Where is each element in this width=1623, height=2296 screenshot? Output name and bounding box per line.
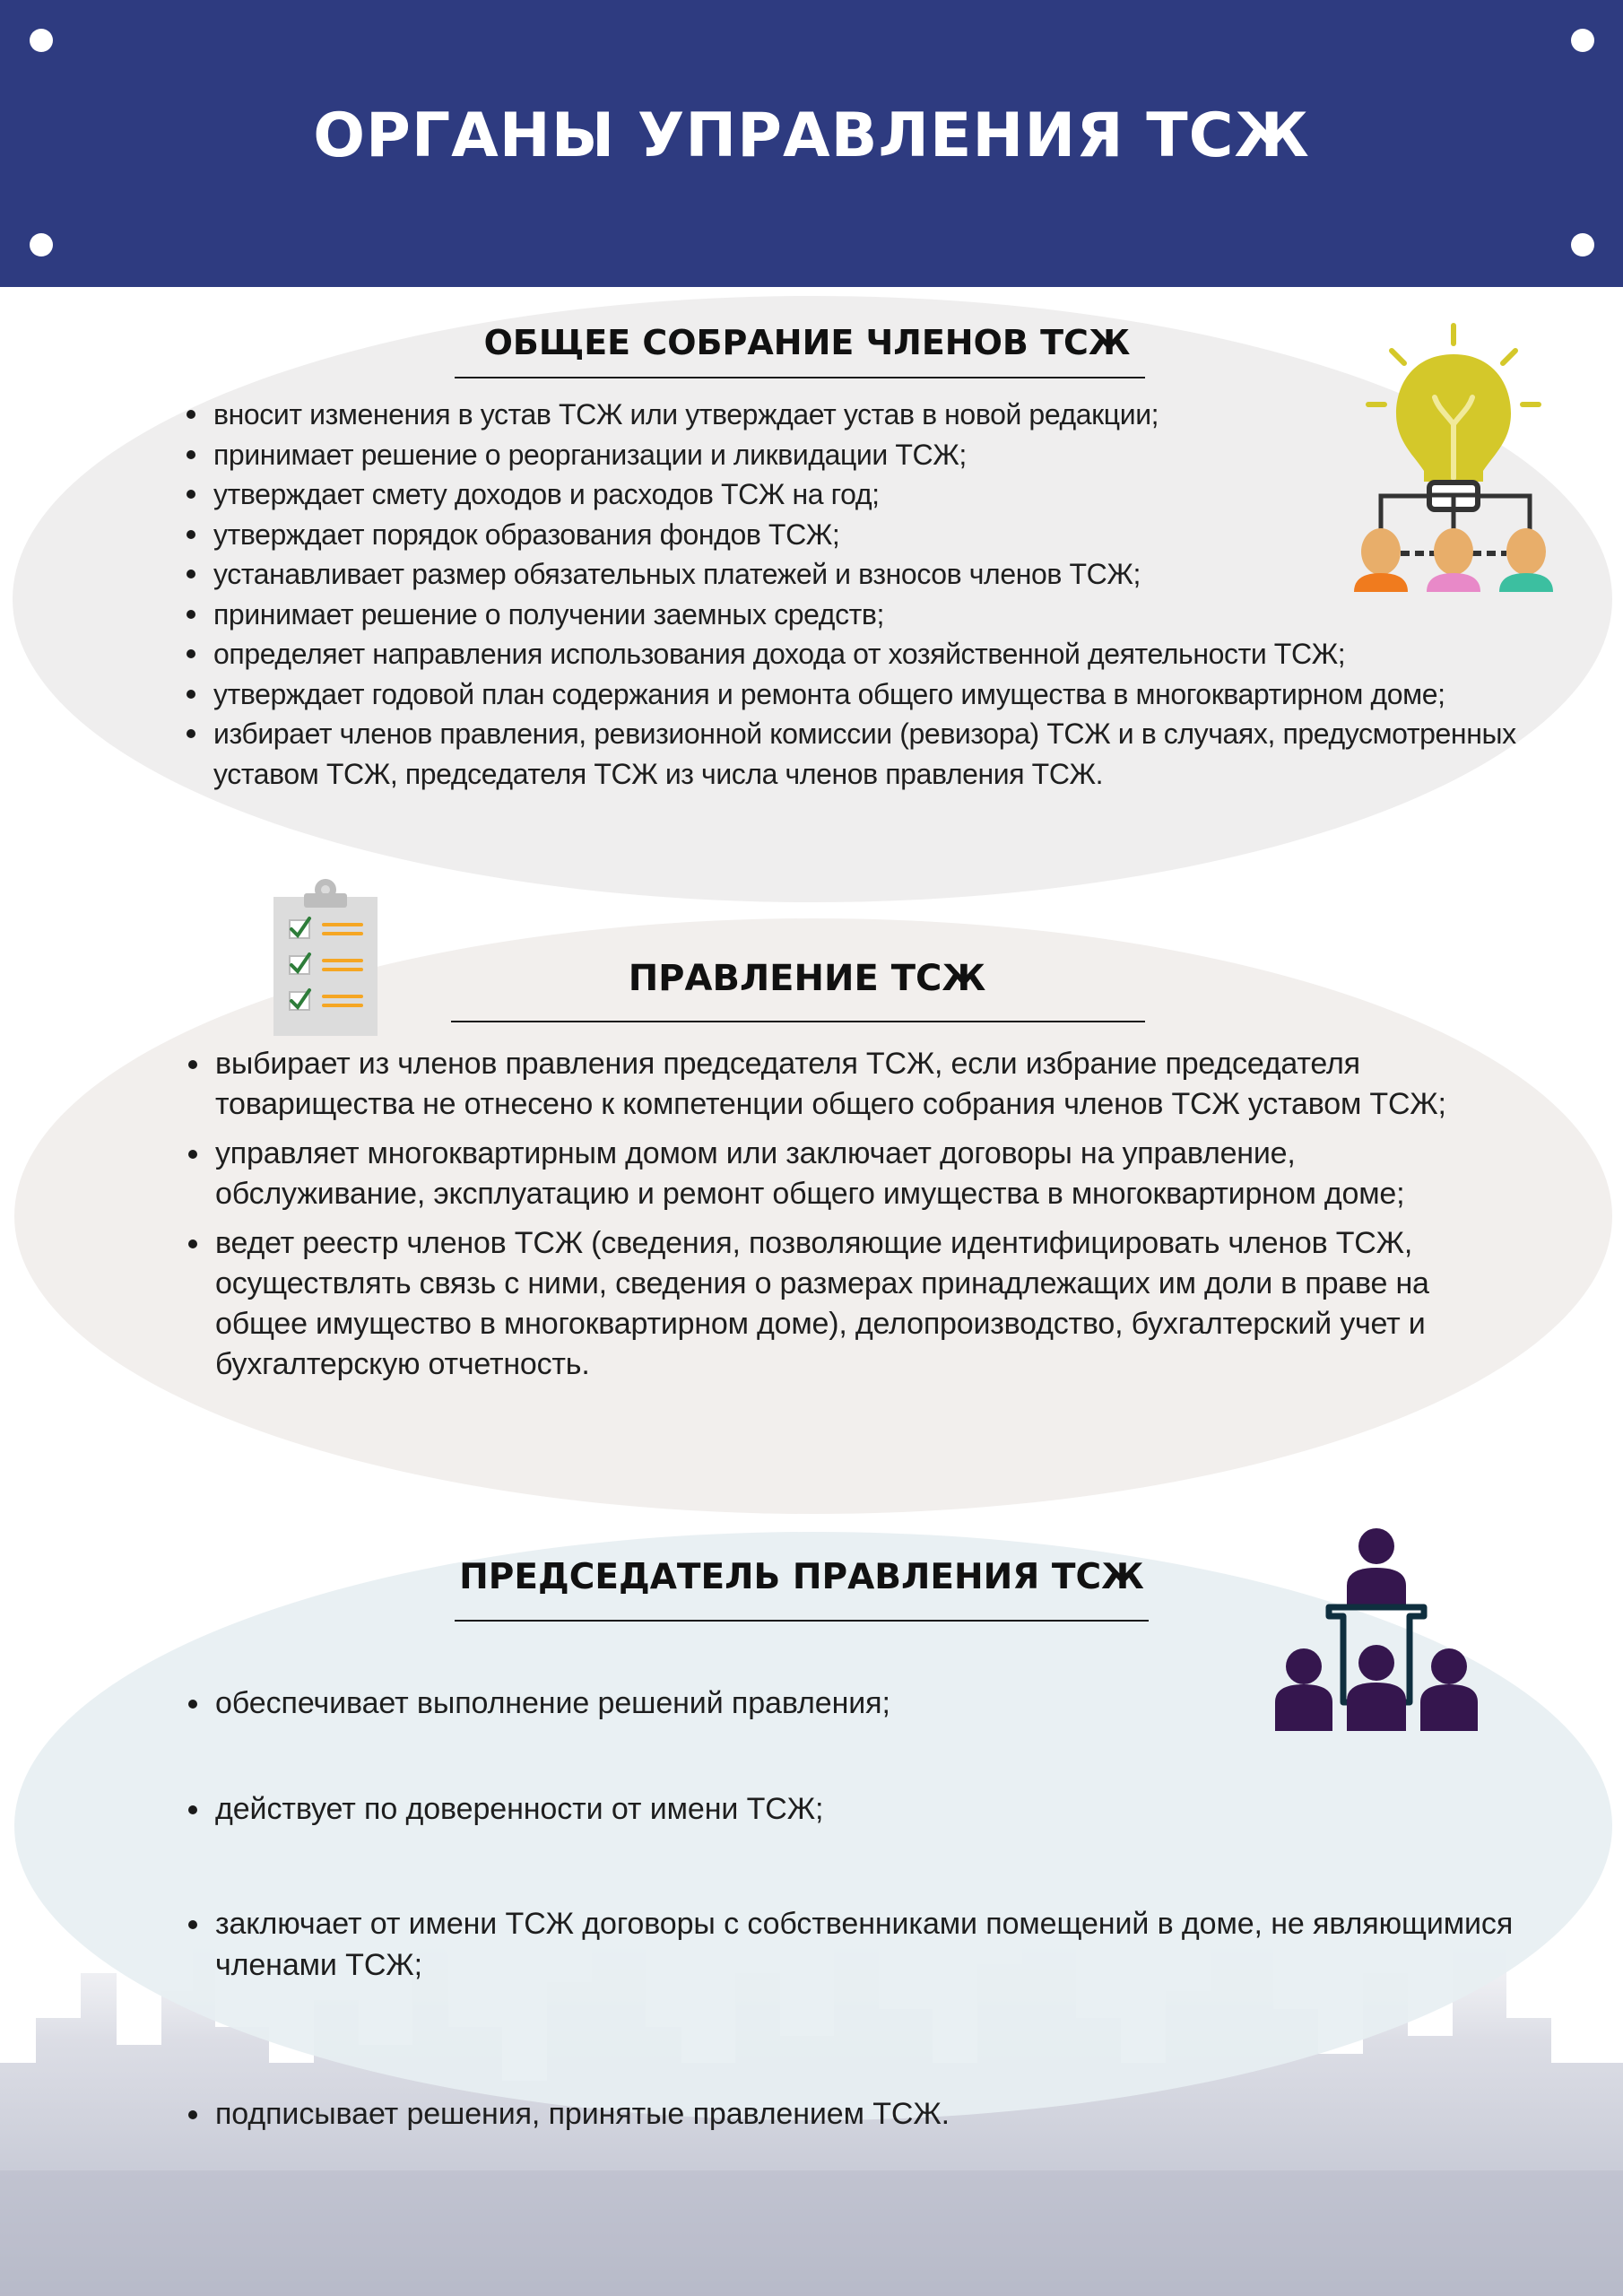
- section-board-list: [215, 1044, 1497, 1394]
- list-item: избирает членов правления, ревизионной комиссии (ревизора) ТСЖ и в случаях, предусмотренных уставом ТСЖ, председателя ТСЖ из числа членов правления ТСЖ.: [213, 714, 1523, 794]
- lightbulb-team-icon: [1345, 318, 1560, 592]
- list-item: принимает решение о реорганизации и ликвидации ТСЖ;: [213, 435, 1523, 475]
- clipboard-checklist-icon: [272, 877, 381, 1039]
- title-underline: [455, 1620, 1149, 1622]
- section-general-meeting-list: [213, 395, 1523, 794]
- corner-dot: [1571, 29, 1594, 52]
- list-item: принимает решение о получении заемных средств;: [213, 595, 1523, 635]
- section-title: ПРАВЛЕНИЕ ТСЖ: [628, 958, 986, 999]
- list-item: действует по доверенности от имени ТСЖ;: [215, 1788, 1578, 1830]
- section-title: ОБЩЕЕ СОБРАНИЕ ЧЛЕНОВ ТСЖ: [483, 323, 1131, 362]
- list-item: вносит изменения в устав ТСЖ или утверждает устав в новой редакции;: [213, 395, 1523, 435]
- header-banner: [0, 0, 1623, 287]
- list-item: управляет многоквартирным домом или заключает договоры на управление, обслуживание, эксплуатацию и ремонт общего имущества в многоквартирном доме;: [215, 1134, 1497, 1214]
- page-title: ОРГАНЫ УПРАВЛЕНИЯ ТСЖ: [313, 100, 1310, 171]
- list-item: определяет направления использования дохода от хозяйственной деятельности ТСЖ;: [213, 634, 1523, 674]
- list-item: заключает от имени ТСЖ договоры с собственниками помещений в доме, не являющимися членами ТСЖ;: [215, 1903, 1578, 1986]
- list-item: утверждает годовой план содержания и ремонта общего имущества в многоквартирном доме;: [213, 674, 1523, 715]
- list-item: ведет реестр членов ТСЖ (сведения, позволяющие идентифицировать членов ТСЖ, осуществлять связь с ними, сведения о размерах принадлежащих им доли в праве на общее имущество в многоквартирном доме), делопроизводство, бухгалтерский учет и бухгалтерскую отчетность.: [215, 1223, 1497, 1385]
- list-item: подписывает решения, принятые правлением ТСЖ.: [215, 2093, 1578, 2135]
- list-item: выбирает из членов правления председателя ТСЖ, если избрание председателя товарищества не отнесено к компетенции общего собрания членов ТСЖ уставом ТСЖ;: [215, 1044, 1497, 1125]
- corner-dot: [30, 29, 53, 52]
- list-item: обеспечивает выполнение решений правления;: [215, 1683, 1578, 1724]
- section-title: ПРЕДСЕДАТЕЛЬ ПРАВЛЕНИЯ ТСЖ: [459, 1557, 1144, 1597]
- title-underline: [451, 1021, 1145, 1022]
- corner-dot: [1571, 233, 1594, 257]
- list-item: устанавливает размер обязательных платежей и взносов членов ТСЖ;: [213, 554, 1523, 595]
- corner-dot: [30, 233, 53, 257]
- section-chairman-list: [215, 1683, 1578, 2131]
- list-item: утверждает смету доходов и расходов ТСЖ на год;: [213, 474, 1523, 515]
- list-item: утверждает порядок образования фондов ТСЖ;: [213, 515, 1523, 555]
- title-underline: [455, 377, 1145, 378]
